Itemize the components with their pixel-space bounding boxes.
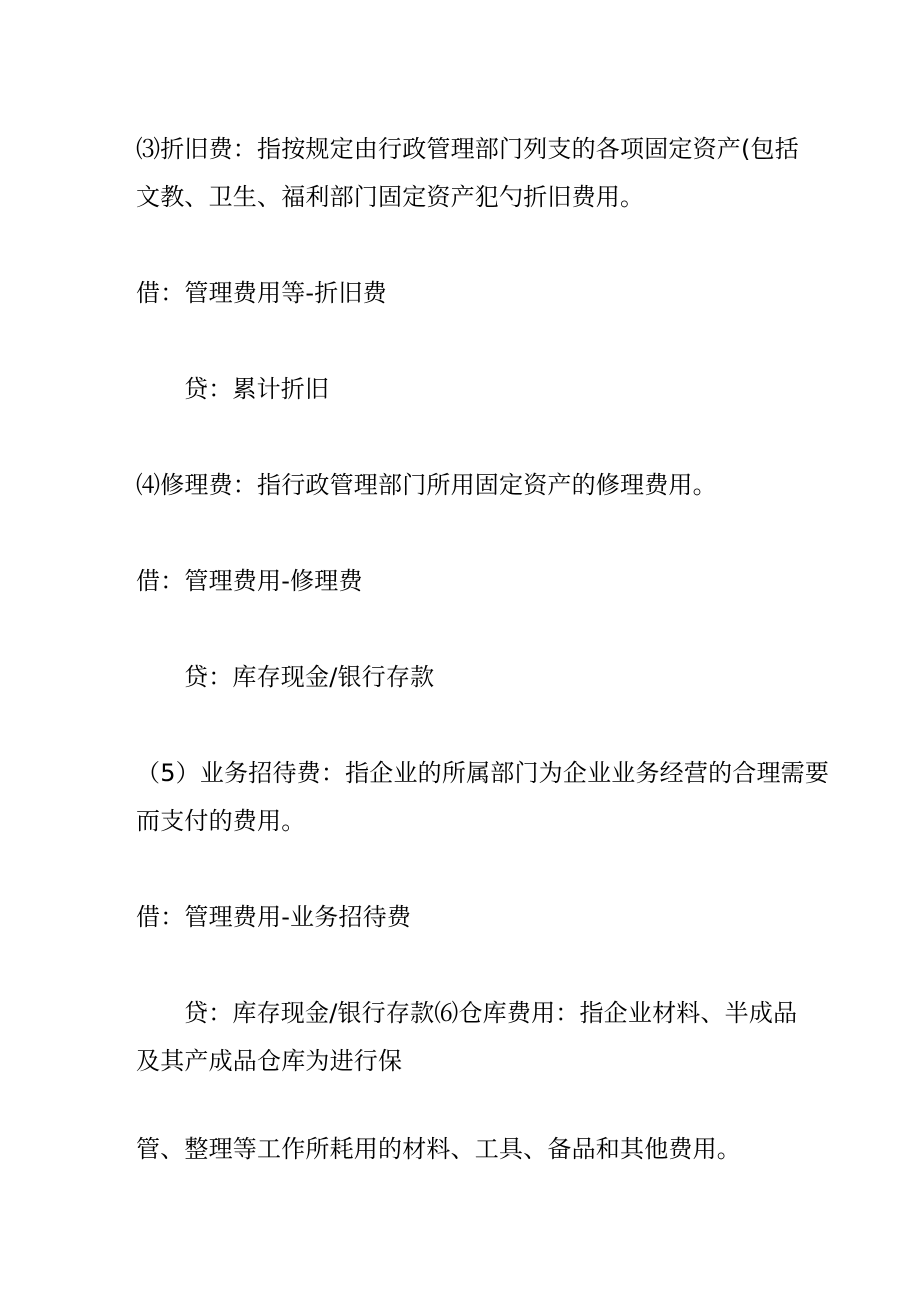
paragraph-entertainment-line-2: 而支付的费用。	[136, 807, 306, 835]
credit-entry-warehouse-line-1: 贷：库存现金/银行存款⑹仓库费用：指企业材料、半成品	[184, 999, 798, 1027]
debit-entry-entertainment: 借：管理费用-业务招待费	[136, 903, 412, 931]
debit-entry-depreciation: 借：管理费用等-折旧费	[136, 279, 387, 307]
paragraph-repair: ⑷修理费：指行政管理部门所用固定资产的修理费用。	[136, 471, 717, 499]
credit-entry-depreciation: 贷：累计折旧	[184, 375, 330, 403]
paragraph-entertainment-line-1: （5）业务招待费：指企业的所属部门为企业业务经营的合理需要	[136, 759, 830, 787]
paragraph-warehouse-line-3: 管、整理等工作所耗用的材料、工具、备品和其他费用。	[136, 1135, 741, 1163]
paragraph-depreciation-line-2: 文教、卫生、福利部门固定资产犯勺折旧费用。	[136, 183, 645, 211]
debit-entry-repair: 借：管理费用-修理费	[136, 567, 363, 595]
paragraph-depreciation-line-1: ⑶折旧费：指按规定由行政管理部门列支的各项固定资产(包括	[136, 135, 799, 163]
paragraph-warehouse-line-2: 及其产成品仓库为进行保	[136, 1047, 403, 1075]
credit-entry-repair: 贷：库存现金/银行存款	[184, 663, 435, 691]
